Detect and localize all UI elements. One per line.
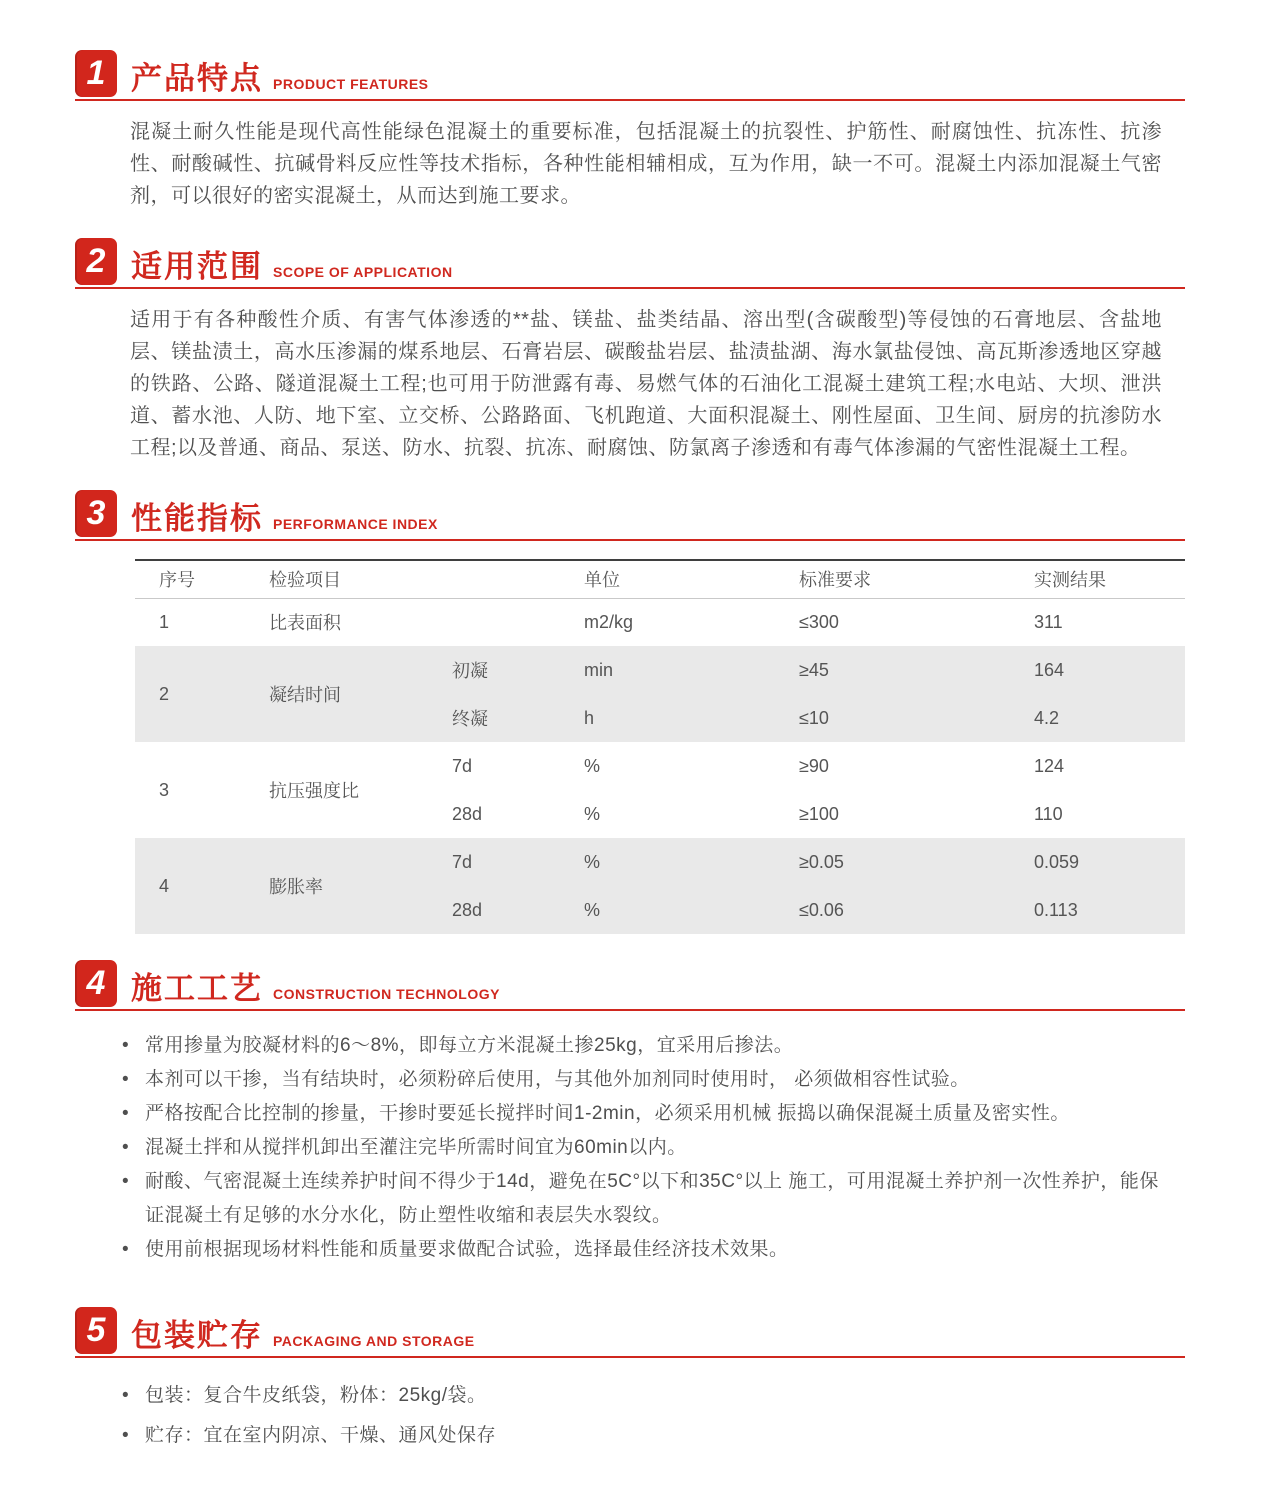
section-5-number-badge: 5 [75, 1307, 117, 1354]
cell-standard: ≥100 [799, 803, 839, 824]
cell-result: 0.059 [1010, 838, 1185, 886]
cell-unit: min [560, 646, 775, 694]
bullet-item: • 贮存：宜在室内阴凉、干燥、通风处保存 [120, 1416, 1168, 1456]
section-2-title-en: SCOPE OF APPLICATION [273, 264, 453, 280]
col-header-sub [410, 560, 560, 598]
cell-sub-item: 28d [410, 886, 560, 934]
cell-unit: % [584, 803, 601, 824]
cell-no: 1 [159, 611, 170, 632]
cell-unit: % [560, 838, 775, 886]
section-1-title-en: PRODUCT FEATURES [273, 76, 429, 92]
section-2-header [75, 238, 1185, 289]
section-4-number-badge: 4 [75, 960, 117, 1007]
performance-table-body [135, 598, 1185, 934]
cell-item: 比表面积 [269, 613, 341, 634]
section-4-header [75, 960, 1185, 1011]
cell-sub-item: 初凝 [410, 646, 560, 694]
bullet-item: • 常用掺量为胶凝材料的6～8%，即每立方米混凝土掺25kg，宜采用后掺法。 [120, 1029, 1168, 1063]
section-5-title-en: PACKAGING AND STORAGE [273, 1333, 475, 1349]
cell-result: 110 [1034, 803, 1063, 824]
bullet-item: • 严格按配合比控制的掺量，干掺时要延长搅拌时间1-2min，必须采用机械 振捣以确保混凝土质量及密实性。 [120, 1097, 1168, 1131]
bullet-item: • 包装：复合牛皮纸袋，粉体：25kg/袋。 [120, 1376, 1168, 1416]
cell-result: 0.113 [1010, 886, 1185, 934]
section-1-header [75, 50, 1185, 101]
cell-unit: m2/kg [584, 611, 634, 632]
cell-unit: h [560, 694, 775, 742]
packaging-bullet-list [120, 1376, 1168, 1456]
table-row [135, 646, 1185, 694]
bullet-item: • 耐酸、气密混凝土连续养护时间不得少于14d，避免在5C°以下和35C°以上 施工，可用混凝土养护剂一次性养护，能保证混凝土有足够的水分水化，防止塑性收缩和表层失水裂纹。 [120, 1165, 1168, 1233]
col-header-item: 检验项目 [269, 570, 341, 591]
cell-result: 311 [1034, 611, 1063, 632]
section-5-title-cn: 包装贮存 [131, 1318, 263, 1353]
cell-no: 2 [135, 646, 245, 742]
construction-bullet-list [120, 1029, 1168, 1267]
performance-table [135, 559, 1185, 934]
cell-sub-item: 7d [452, 755, 473, 776]
section-4-title-cn: 施工工艺 [131, 971, 263, 1006]
cell-item: 凝结时间 [245, 646, 410, 742]
performance-table-head [135, 560, 1185, 598]
table-header-row [135, 560, 1185, 598]
bullet-item: • 使用前根据现场材料性能和质量要求做配合试验，选择最佳经济技术效果。 [120, 1233, 1168, 1267]
col-header-no: 序号 [159, 570, 195, 591]
section-3-title-en: PERFORMANCE INDEX [273, 516, 438, 532]
section-2-paragraph: 适用于有各种酸性介质、有害气体渗透的**盐、镁盐、盐类结晶、溶出型(含碳酸型)等侵蚀的石膏地层、含盐地层、镁盐渍土，高水压渗漏的煤系地层、石膏岩层、碳酸盐岩层、盐渍盐湖、海水氯盐侵蚀、高瓦斯渗透地区穿越的铁路、公路、隧道混凝土工程;也可用于防泄露有毒、易燃气体的石油化工混凝土建筑工程;水电站、大坝、泄洪道、蓄水池、人防、地下室、立交桥、公路路面、飞机跑道、大面积混凝土、刚性屋面、卫生间、厨房的抗渗防水工程;以及普通、商品、泵送、防水、抗裂、抗冻、耐腐蚀、防氯离子渗透和有毒气体渗漏的气密性混凝土工程。 [130, 309, 1162, 459]
section-4-title-en: CONSTRUCTION TECHNOLOGY [273, 986, 500, 1002]
cell-no: 3 [159, 779, 170, 800]
section-scope-of-application [75, 238, 1185, 464]
cell-no: 4 [135, 838, 245, 934]
cell-sub-item: 7d [410, 838, 560, 886]
section-1-number-badge: 1 [75, 50, 117, 97]
cell-standard: ≥0.05 [775, 838, 1010, 886]
cell-unit: % [560, 886, 775, 934]
cell-standard: ≥90 [799, 755, 829, 776]
cell-item: 抗压强度比 [269, 781, 359, 801]
cell-unit: % [584, 755, 601, 776]
cell-standard: ≤300 [799, 611, 839, 632]
cell-result: 124 [1034, 755, 1065, 776]
section-packaging-and-storage [75, 1307, 1185, 1456]
cell-item: 膨胀率 [245, 838, 410, 934]
section-construction-technology [75, 960, 1185, 1267]
cell-sub-item: 终凝 [410, 694, 560, 742]
section-2-number-badge: 2 [75, 238, 117, 285]
table-row [135, 742, 1185, 790]
table-row [135, 598, 1185, 646]
cell-standard: ≤0.06 [775, 886, 1010, 934]
section-3-title-cn: 性能指标 [131, 501, 263, 536]
cell-standard: ≤10 [775, 694, 1010, 742]
col-header-standard: 标准要求 [799, 570, 871, 591]
cell-result: 164 [1010, 646, 1185, 694]
bullet-item: • 本剂可以干掺，当有结块时，必须粉碎后使用，与其他外加剂同时使用时， 必须做相容性试验。 [120, 1063, 1168, 1097]
section-1-paragraph: 混凝土耐久性能是现代高性能绿色混凝土的重要标准，包括混凝土的抗裂性、护筋性、耐腐蚀性、抗冻性、抗渗性、耐酸碱性、抗碱骨料反应性等技术指标，各种性能相辅相成，互为作用，缺一不可。混凝土内添加混凝土气密剂，可以很好的密实混凝土，从而达到施工要求。 [130, 121, 1162, 207]
col-header-result: 实测结果 [1034, 570, 1106, 591]
section-product-features [75, 50, 1185, 212]
bullet-item: • 混凝土拌和从搅拌机卸出至灌注完毕所需时间宜为60min以内。 [120, 1131, 1168, 1165]
section-3-number-badge: 3 [75, 490, 117, 537]
table-row [135, 838, 1185, 886]
section-1-title-cn: 产品特点 [131, 61, 263, 96]
section-3-header [75, 490, 1185, 541]
section-5-header [75, 1307, 1185, 1358]
col-header-unit: 单位 [584, 570, 620, 591]
cell-standard: ≥45 [775, 646, 1010, 694]
cell-sub-item: 28d [452, 803, 483, 824]
section-2-title-cn: 适用范围 [131, 249, 263, 284]
section-performance-index [75, 490, 1185, 934]
cell-result: 4.2 [1010, 694, 1185, 742]
